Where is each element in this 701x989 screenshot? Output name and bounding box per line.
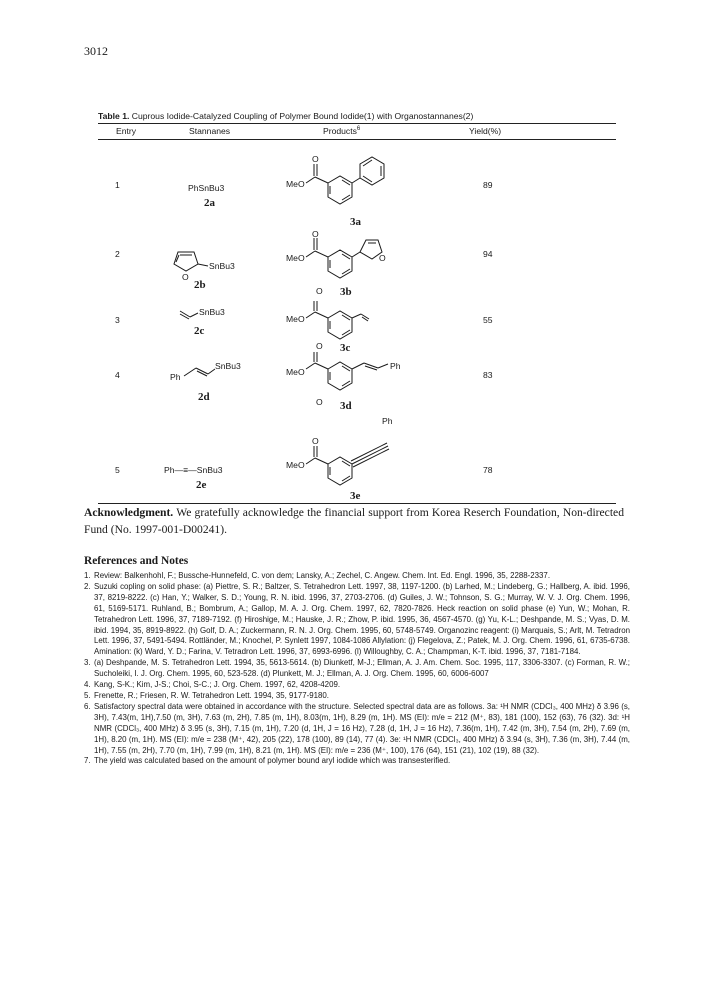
row-1-entry: 1 <box>115 180 120 190</box>
svg-text:O: O <box>316 341 323 351</box>
row-3-product-label: 3c <box>340 342 351 354</box>
row-3-entry: 3 <box>115 315 120 325</box>
svg-text:Ph: Ph <box>382 416 393 426</box>
row-2-stannane-label: 2b <box>194 279 206 291</box>
row-1-stannane-label: 2a <box>204 197 215 209</box>
3b-meo: MeO <box>286 253 305 263</box>
header-products-note: 6 <box>356 126 361 133</box>
reference-item: 3. (a) Deshpande, M. S. Tetrahedron Lett. 1994, 35, 5613-5614. (b) Diunketf, M-J.; Ellman, A. J. Am. Chem. Soc. 1995, 117, 3306-3307. (c) Forman, R. W.; Sucholeiki, I. J. Org. Chem. 1995, 60, 523-528. (d) Plunkett, M. J.; Ellman, A. J. Org. Chem. 1995, 60, 6006-6007 <box>84 658 630 679</box>
reference-item: 7. The yield was calculated based on the amount of polymer bound aryl iodide which was transesterified. <box>84 756 451 766</box>
table-caption-label: Table 1. <box>98 111 130 121</box>
acknowledgment-text: We gratefully acknowledge the financial support from Korea Reserch Foundation, Non-directed Fund (No. 1997-001-D00241). <box>84 506 624 536</box>
3d-phenyl: Ph <box>390 361 401 371</box>
row-2-entry: 2 <box>115 249 120 259</box>
product-3c-oxygen <box>316 338 336 352</box>
3e-meo: MeO <box>286 460 305 470</box>
3b-oxygen: O <box>312 229 319 239</box>
reference-item: 4. Kang, S-K.; Kim, J-S.; Choi, S-C.; J. Org. Chem. 1997, 62, 4208-4209. <box>84 680 341 690</box>
row-4-entry: 4 <box>115 370 120 380</box>
product-3d-oxygen <box>316 394 336 408</box>
2d-snbu3: SnBu3 <box>215 361 241 371</box>
product-3e-phenyl <box>382 413 406 427</box>
row-5-stannane-label: 2e <box>196 479 207 491</box>
row-5-stannane: Ph—≡—SnBu3 <box>164 465 223 475</box>
header-products <box>323 126 360 136</box>
row-1-yield: 89 <box>483 180 493 190</box>
header-yield: Yield(%) <box>469 126 502 136</box>
header-stannanes: Stannanes <box>189 126 231 136</box>
row-1-product-label: 3a <box>350 216 361 228</box>
product-3b-structure <box>286 229 438 292</box>
svg-text:O: O <box>316 286 323 296</box>
row-2-product-label: 3b <box>340 286 352 298</box>
header-products-label: Products <box>323 126 357 136</box>
reference-item: 1. Review: Balkenhohl, F.; Bussche-Hunnefeld, C. von dem; Lansky, A.; Zechel, C. Angew. Chem. Int. Ed. Engl. 1996, 35, 2288-2337. <box>84 571 551 580</box>
row-2-yield: 94 <box>483 249 493 259</box>
reference-item: 5. Frenette, R.; Friesen, R. W. Tetrahedron Lett. 1994, 35, 9177-9180. <box>84 690 329 700</box>
svg-text:O: O <box>316 397 323 407</box>
3a-meo: MeO <box>286 179 305 189</box>
product-3b-carbonyl-oxygen-top <box>316 283 336 297</box>
stannane-2c-structure <box>178 303 248 323</box>
product-3a-structure <box>288 150 438 220</box>
product-3c-structure <box>288 297 438 347</box>
row-3-yield: 55 <box>483 315 493 325</box>
table-caption <box>98 111 618 121</box>
table-header-rule <box>98 139 616 140</box>
stannane-2b-structure <box>168 240 258 280</box>
row-5-entry: 5 <box>115 465 120 475</box>
2c-snbu3: SnBu3 <box>199 307 225 317</box>
table-caption-text: Cuprous Iodide-Catalyzed Coupling of Polymer Bound Iodide(1) with Organostannanes(2) <box>131 111 474 121</box>
3c-meo: MeO <box>286 314 305 324</box>
row-3-stannane-label: 2c <box>194 325 205 337</box>
references-list <box>84 571 630 767</box>
acknowledgment-heading: Acknowledgment. <box>84 506 174 519</box>
2b-oxygen: O <box>182 272 189 282</box>
row-5-product-label: 3e <box>350 490 361 502</box>
row-5-yield: 78 <box>483 465 493 475</box>
2b-snbu3: SnBu3 <box>209 261 235 271</box>
row-4-product-label: 3d <box>340 400 352 412</box>
reference-item: 6. Satisfactory spectral data were obtained in accordance with the structure. Selected spectral data are as follows. 3a: ¹H NMR (CDCl₃, 400 MHz) δ 3.96 (s, 3H), 7.43(m, 1H),7.50 (m, 3H), 7.63 (m, 2H), 7.85 (m, 1H), 8.03(m, 1H), 8.29 (m, 1H). MS (EI): m/e = 212 (M⁺, 83), 181 (100), 152 (63), 76 (32). 3d: ¹H NMR (CDCl₃, 400 MHz) δ 3.95 (s, 3H), 7.15 (m, 1H), 7.20 (d, 1H, J = 16 Hz), 7.28 (d, 1H, J = 16 Hz), 7.36(m, 1H), 7.42 (m, 3H), 7.54 (m, 2H), 7.69 (m, 1H), 8.20 (m, 1H). MS (EI): m/e = 238 (M⁺, 42), 205 (22), 178 (100), 89 (14), 77 (4). 3e: ¹H NMR (CDCl₃, 400 MHz) δ 3.94 (s, 3H), 7.36 (m, 3H), 7.44 (m, 1H), 7.55 (m, 2H), 7.70 (m, 1H), 7.99 (m, 1H), 8.21 (m, 1H). MS (EI): m/e = 236 (M⁺, 100), 176 (64), 151 (21), 102 (19), 88 (32). <box>84 701 630 755</box>
product-3d-structure <box>288 348 438 400</box>
row-4-yield: 83 <box>483 370 493 380</box>
acknowledgment <box>84 504 624 538</box>
references-heading: References and Notes <box>84 555 189 567</box>
reference-item: 2. Suzuki copling on solid phase: (a) Piettre, S. R.; Baltzer, S. Tetrahedron Lett. 1997, 38, 1197-1200. (b) Larhed, M.; Lindeberg, G.; Hallberg, A. ibid. 1996, 37, 8219-8222. (c) Han, Y.; Walker, S. D.; Young, R. N. ibid. 1996, 37, 2703-2706. (d) Guiles, J. W.; Tohnson, S. G.; Murray, W. V. J. Org. Chem. 1996, 61, 5169-5171. Ruhland, B.; Bombrum, A.; Gallop, M. A. J. Org. Chem. 1997, 62, 7820-7826. Heck reaction on solid phase (e) Yun, W.; Mohan, R. Tetrahedron Lett. 1996, 37, 7189-7192. (f) Hiroshige, M.; Hauske, J. R.; Zhow, P. ibid. 1995, 36, 4567-4570. (g) Yu, K-L.; Deshpande, M. S.; Vyas, D. M. ibid. 1994, 35, 8919-8922. (h) Golf, D. A.; Zuckermann, R. N. J. Org. Chem. 1995, 60, 5748-5749. Organozinc reagent: (i) Marquais, S.; Arlt, M. Tetradron Lett. 1996, 37, 5491-5494. Rottländer, M.; Knochel, P. Synlett 1997, 1084-1086 Allylation: (j) Flegelova, Z.; Patek, M. J. Org. Chem. 1996, 61, 6735-6738. Amination: (k) Ward, Y. D.; Farina, V. Tetradron Lett. 1996, 37, 6993-6996. (l) Willoughby, C. A.; Champman, K-T. ibid. 1996, 37, 7181-7184. <box>84 581 630 657</box>
product-3e-structure <box>288 438 438 488</box>
page-number: 3012 <box>84 44 108 58</box>
row-4-stannane-label: 2d <box>198 391 210 403</box>
row-1-stannane: PhSnBu3 <box>188 183 225 193</box>
3e-oxygen: O <box>312 436 319 446</box>
table-top-rule <box>98 123 616 124</box>
stannane-2d-structure <box>170 354 270 384</box>
3a-oxygen: O <box>312 154 319 164</box>
header-entry: Entry <box>116 126 137 136</box>
3d-meo: MeO <box>286 367 305 377</box>
2d-phenyl: Ph <box>170 372 181 382</box>
3b-furan-oxygen: O <box>379 253 386 263</box>
